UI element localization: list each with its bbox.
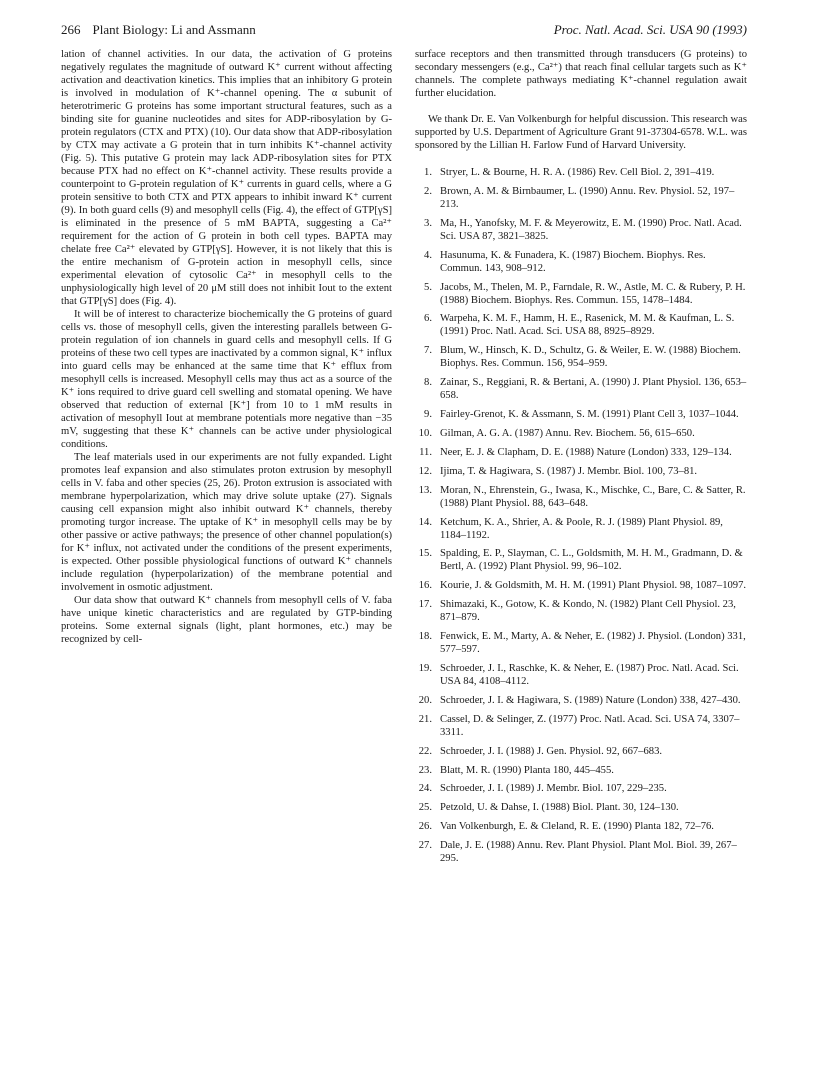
reference-text: Ma, H., Yanofsky, M. F. & Meyerowitz, E. M. (1990) Proc. Natl. Acad. Sci. USA 87, 3821–3825. xyxy=(440,217,742,242)
reference-item xyxy=(415,598,747,624)
reference-item xyxy=(415,281,747,307)
reference-number: 15. xyxy=(418,548,432,560)
reference-text: Ketchum, K. A., Shrier, A. & Poole, R. J. (1989) Plant Physiol. 89, 1184–1192. xyxy=(440,516,723,541)
reference-number: 25. xyxy=(418,802,432,814)
reference-item xyxy=(415,408,747,421)
reference-text: Cassel, D. & Selinger, Z. (1977) Proc. Natl. Acad. Sci. USA 74, 3307–3311. xyxy=(440,713,740,738)
reference-text: Zainar, S., Reggiani, R. & Bertani, A. (1990) J. Plant Physiol. 136, 653–658. xyxy=(440,377,747,402)
reference-item xyxy=(415,782,747,795)
reference-number: 4. xyxy=(424,249,432,261)
reference-number: 21. xyxy=(418,713,432,725)
reference-text: Hasunuma, K. & Funadera, K. (1987) Biochem. Biophys. Res. Commun. 143, 908–912. xyxy=(440,249,706,274)
reference-text: Petzold, U. & Dahse, I. (1988) Biol. Plant. 30, 124–130. xyxy=(440,802,679,814)
reference-item xyxy=(415,344,747,370)
body-paragraph: The leaf materials used in our experiments are not fully expanded. Light promotes leaf expansion and also stimulates proton extrusion by mesophyll cells in V. faba and other species (25, 26). Proton extrusion is associated with membrane hyperpolarization, which may drive solute uptake (27). Signals causing cell expansion might also inhibit outward K⁺ channels, thereby promoting turgor increase. The uptake of K⁺ in mesophyll cells may be by other passive or active pathways; the presence of other channel population(s) for K⁺ influx, not activated under the conditions of the present experiments, is expected. Other possible physiological functions of outward K⁺ channels include regulation (hyperpolarization) of the membrane potential and involvement in osmotic adjustment. xyxy=(61,452,392,593)
reference-text: Kourie, J. & Goldsmith, M. H. M. (1991) Plant Physiol. 98, 1087–1097. xyxy=(440,580,747,592)
reference-item xyxy=(415,185,747,211)
reference-number: 20. xyxy=(418,694,432,706)
reference-text: Spalding, E. P., Slayman, C. L., Goldsmith, M. H. M., Gradmann, D. & Bertl, A. (1992) Plant Physiol. 99, 96–102. xyxy=(440,548,743,573)
reference-item xyxy=(415,820,747,833)
reference-item xyxy=(415,465,747,478)
reference-list xyxy=(415,166,747,865)
reference-item xyxy=(415,166,747,179)
reference-number: 16. xyxy=(418,580,432,592)
reference-item xyxy=(415,547,747,573)
reference-text: Neer, E. J. & Clapham, D. E. (1988) Nature (London) 333, 129–134. xyxy=(440,446,732,458)
journal-citation: Proc. Natl. Acad. Sci. USA 90 (1993) xyxy=(553,22,747,37)
reference-text: Moran, N., Ehrenstein, G., Iwasa, K., Mischke, C., Bare, C. & Satter, R. (1988) Plant Physiol. 88, 643–648. xyxy=(440,484,746,509)
reference-item xyxy=(415,839,747,865)
reference-item xyxy=(415,446,747,459)
reference-number: 6. xyxy=(424,313,432,325)
reference-number: 26. xyxy=(418,821,432,833)
reference-item xyxy=(415,662,747,688)
reference-text: Ijima, T. & Hagiwara, S. (1987) J. Membr. Biol. 100, 73–81. xyxy=(440,465,698,477)
reference-number: 14. xyxy=(418,516,432,528)
reference-item xyxy=(415,484,747,510)
reference-item xyxy=(415,764,747,777)
reference-text: Dale, J. E. (1988) Annu. Rev. Plant Physiol. Plant Mol. Biol. 39, 267–295. xyxy=(440,840,737,865)
body-paragraph: surface receptors and then transmitted through transducers (G proteins) to secondary messengers (e.g., Ca²⁺) that reach final cellular targets such as K⁺ channels. The complete pathways mediating K⁺-channel regulation await further elucidation. xyxy=(415,49,747,99)
reference-number: 1. xyxy=(424,167,432,178)
reference-number: 5. xyxy=(424,281,432,293)
reference-number: 22. xyxy=(418,745,432,757)
reference-item xyxy=(415,579,747,592)
reference-number: 12. xyxy=(418,465,432,477)
reference-text: Blum, W., Hinsch, K. D., Schultz, G. & Weiler, E. W. (1988) Biochem. Biophys. Res. Commun. 156, 954–959. xyxy=(440,345,741,370)
reference-number: 2. xyxy=(424,185,432,197)
reference-item xyxy=(415,694,747,707)
reference-item xyxy=(415,516,747,542)
reference-text: Stryer, L. & Bourne, H. R. A. (1986) Rev. Cell Biol. 2, 391–419. xyxy=(440,167,715,178)
reference-text: Schroeder, J. I., Raschke, K. & Neher, E. (1987) Proc. Natl. Acad. Sci. USA 84, 4108–4112. xyxy=(440,663,739,688)
reference-number: 24. xyxy=(418,783,432,795)
reference-number: 3. xyxy=(424,217,432,229)
reference-item xyxy=(415,427,747,440)
header-left xyxy=(61,22,256,38)
reference-item xyxy=(415,630,747,656)
reference-text: Schroeder, J. I. & Hagiwara, S. (1989) Nature (London) 338, 427–430. xyxy=(440,694,741,706)
reference-text: Blatt, M. R. (1990) Planta 180, 445–455. xyxy=(440,764,614,776)
acknowledgment: We thank Dr. E. Van Volkenburgh for helpful discussion. This research was supported by U.S. Department of Agriculture Grant 91-37304-6578. W.L. was sponsored by the Lillian H. Farlow Fund of Harvard University. xyxy=(415,114,747,151)
reference-item xyxy=(415,249,747,275)
reference-item xyxy=(415,217,747,243)
reference-item xyxy=(415,801,747,814)
body-paragraph: It will be of interest to characterize biochemically the G proteins of guard cells vs. those of mesophyll cells, given the interesting parallels between G-protein regulation of ion channels in guard cells and mesophyll cells. If G proteins of these two cell types are inactivated by a common signal, K⁺ influx into guard cells may be enhanced at the same time that K⁺ efflux from mesophyll cells is increased. Mesophyll cells may thus act as a source of the K⁺ ions required to drive guard cell swelling and stomatal opening. We have observed that reduction of external [K⁺] from 10 to 1 mM results in activation of mesophyll Iout at membrane potentials more negative than −35 mV, suggesting that these K⁺ channels can be active under physiological conditions. xyxy=(61,309,392,450)
left-column xyxy=(61,48,392,646)
reference-number: 17. xyxy=(418,599,432,611)
right-column xyxy=(415,48,747,871)
reference-text: Fairley-Grenot, K. & Assmann, S. M. (1991) Plant Cell 3, 1037–1044. xyxy=(440,409,739,421)
reference-text: Van Volkenburgh, E. & Cleland, R. E. (1990) Planta 182, 72–76. xyxy=(440,821,714,833)
body-paragraph: Our data show that outward K⁺ channels from mesophyll cells of V. faba have unique kinetic characteristics and are regulated by GTP-binding proteins. Some external signals (light, plant hormones, etc.) may be recognized by cell- xyxy=(61,595,392,645)
reference-text: Brown, A. M. & Birnbaumer, L. (1990) Annu. Rev. Physiol. 52, 197–213. xyxy=(440,185,735,210)
reference-number: 10. xyxy=(418,428,432,440)
reference-number: 13. xyxy=(418,484,432,496)
section-title: Plant Biology: Li and Assmann xyxy=(92,22,256,37)
reference-number: 9. xyxy=(424,409,432,421)
reference-text: Fenwick, E. M., Marty, A. & Neher, E. (1982) J. Physiol. (London) 331, 577–597. xyxy=(440,631,746,656)
reference-text: Schroeder, J. I. (1988) J. Gen. Physiol. 92, 667–683. xyxy=(440,745,663,757)
reference-item xyxy=(415,376,747,402)
reference-text: Schroeder, J. I. (1989) J. Membr. Biol. 107, 229–235. xyxy=(440,783,667,795)
reference-text: Jacobs, M., Thelen, M. P., Farndale, R. W., Astle, M. C. & Rubery, P. H. (1988) Biochem. Biophys. Res. Commun. 155, 1478–1484. xyxy=(440,281,746,306)
reference-item xyxy=(415,713,747,739)
page-number: 266 xyxy=(61,22,81,37)
reference-text: Shimazaki, K., Gotow, K. & Kondo, N. (1982) Plant Cell Physiol. 23, 871–879. xyxy=(440,599,736,624)
reference-number: 19. xyxy=(418,663,432,675)
reference-text: Warpeha, K. M. F., Hamm, H. E., Rasenick, M. M. & Kaufman, L. S. (1991) Proc. Natl. Acad. Sci. USA 88, 8925–8929. xyxy=(440,313,735,338)
reference-item xyxy=(415,745,747,758)
reference-number: 18. xyxy=(418,631,432,643)
reference-item xyxy=(415,312,747,338)
reference-number: 23. xyxy=(418,764,432,776)
reference-number: 7. xyxy=(424,345,432,357)
body-paragraph: lation of channel activities. In our data, the activation of G proteins negatively regulates the magnitude of outward K⁺ current without affecting activation and deactivation kinetics. This implies that an inhibitory G protein is involved in modulation of K⁺-channel opening. The α subunit of heterotrimeric G proteins has some important structural features, such as a binding site for guanine nucleotides and sites for ADP-ribosylation by G-protein regulators (CTX and PTX) (10). Our data show that ADP-ribosylation by CTX may activate a G protein that in turn inhibits K⁺-channel activity (Fig. 5). This putative G protein may lack ADP-ribosylation sites for PTX because PTX had no effect on K⁺-channel activity. These results provide a counterpoint to G-protein regulation of K⁺ currents in guard cells, where a G protein sensitive to both CTX and PTX appears to inhibit inward K⁺ current (9). In both guard cells (9) and mesophyll cells (Fig. 4), the effect of GTP[γS] is eliminated in the presence of 5 mM BAPTA, suggesting a Ca²⁺ requirement for the action of G protein in both cell types. BAPTA may chelate free Ca²⁺ elevated by GTP[γS]. However, it is not likely that this is the entire mechanism of G-protein action in mesophyll cells, since experimental elevation of cytosolic Ca²⁺ in mesophyll cells to the unphysiologically high level of 20 μM still does not inhibit Iout to the extent that GTP[γS] does (Fig. 4). xyxy=(61,49,392,307)
running-header xyxy=(61,22,747,38)
reference-number: 11. xyxy=(419,446,432,458)
reference-number: 8. xyxy=(424,377,432,389)
reference-text: Gilman, A. G. A. (1987) Annu. Rev. Biochem. 56, 615–650. xyxy=(440,428,695,440)
reference-number: 27. xyxy=(418,840,432,852)
